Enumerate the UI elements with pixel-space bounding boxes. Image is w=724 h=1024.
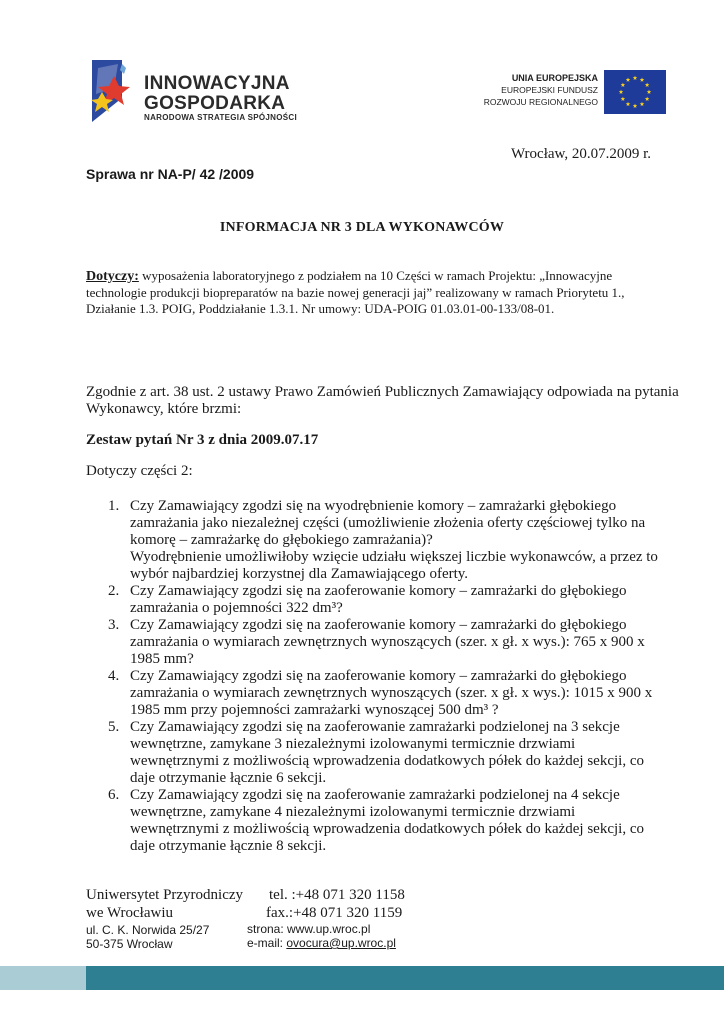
intro-paragraph: Zgodnie z art. 38 ust. 2 ustawy Prawo Zamówień Publicznych Zamawiający odpowiada na pytania Wykonawcy, które brzmi: [86, 384, 679, 417]
questions-list [108, 498, 668, 855]
eu-flag-icon [604, 70, 666, 114]
eu-line3: ROZWOJU REGIONALNEGO [483, 97, 598, 107]
footer-address-line1: ul. C. K. Norwida 25/27 [86, 923, 210, 937]
subject-text: wyposażenia laboratoryjnego z podziałem na 10 Części w ramach Projektu: „Innowacyjne technologie produkcji biopreparatów na bazie nowej generacji jaj” realizowany w ramach Priorytetu 1., Działanie 1.3. POIG, Poddziałanie 1.3.1. Nr umowy: UDA-POIG 01.03.01-00-133/08-01. [86, 268, 625, 316]
question-item [108, 719, 668, 787]
ig-title-line2: GOSPODARKA [144, 93, 286, 114]
question-text: Czy Zamawiający zgodzi się na wyodrębnienie komory – zamrażarki głębokiego zamrażania jako niezależnej części (umożliwienie złożenia oferty częściowej tylko na komorę – zamrażarkę do głębokiego zamrażania)? [130, 498, 646, 548]
subject-paragraph [86, 268, 646, 317]
footer-email-label: e-mail: [247, 936, 287, 950]
question-text: Czy Zamawiający zgodzi się na zaoferowanie zamrażarki podzielonej na 4 sekcje wewnętrzne, zamykane 4 niezależnymi izolowanymi termicznie drzwiami wewnętrznymi z możliwością wprowadzenia dodatkowych półek do każdej sekcji, co daje otrzymanie łącznie 8 sekcji. [130, 787, 644, 854]
ig-emblem-icon [88, 58, 140, 124]
footer-website: strona: www.up.wroc.pl [247, 922, 371, 936]
question-number: 5. [108, 719, 120, 735]
question-number: 4. [108, 668, 120, 684]
footer-color-bar [0, 966, 724, 990]
question-number: 6. [108, 787, 120, 803]
document-title: INFORMACJA NR 3 DLA WYKONAWCÓW [219, 220, 505, 235]
question-item [108, 787, 668, 855]
footer-university-line2: we Wrocławiu [86, 905, 174, 921]
date-line: Wrocław, 20.07.2009 r. [511, 146, 652, 162]
footer-color-bar-accent [0, 966, 86, 990]
question-item [108, 668, 668, 719]
question-note: Wyodrębnienie umożliwiłoby wzięcie udziału większej liczbie wykonawców, a przez to wybór najbardziej korzystnej dla Zamawiającego oferty. [130, 549, 658, 582]
eu-line1: UNIA EUROPEJSKA [511, 73, 598, 83]
question-number: 3. [108, 617, 120, 633]
question-item [108, 498, 668, 583]
footer-fax: fax.:+48 071 320 1159 [266, 905, 403, 921]
question-item [108, 617, 668, 668]
part-label: Dotyczy części 2: [86, 463, 193, 479]
question-number: 1. [108, 498, 120, 514]
question-item [108, 583, 668, 617]
question-text: Czy Zamawiający zgodzi się na zaoferowanie komory – zamrażarki do głębokiego zamrażania o pojemności 322 dm³? [130, 583, 627, 616]
question-text: Czy Zamawiający zgodzi się na zaoferowanie komory – zamrażarki do głębokiego zamrażania o wymiarach zewnętrznych wynoszących (szer. x gł. x wys.): 1015 x 900 x 1985 mm przy pojemności zamrażarki wynoszącej 500 dm³ ? [130, 668, 653, 718]
ig-title-line1: INNOWACYJNA [144, 73, 290, 94]
question-number: 2. [108, 583, 120, 599]
footer-university-line1: Uniwersytet Przyrodniczy [86, 887, 244, 903]
question-text: Czy Zamawiający zgodzi się na zaoferowanie zamrażarki podzielonej na 3 sekcje wewnętrzne, zamykane 3 niezależnymi izolowanymi termicznie drzwiami wewnętrznymi z możliwością wprowadzenia dodatkowych półek do każdej sekcji, co daje otrzymanie łącznie 6 sekcji. [130, 719, 644, 786]
footer-phone: tel. :+48 071 320 1158 [269, 887, 405, 903]
question-text: Czy Zamawiający zgodzi się na zaoferowanie komory – zamrażarki do głębokiego zamrażania o wymiarach zewnętrznych wynoszących (szer. x gł. x wys.): 765 x 900 x 1985 mm? [130, 617, 645, 667]
eu-line2: EUROPEJSKI FUNDUSZ [501, 85, 598, 95]
eu-logo-text [484, 72, 598, 108]
footer-email-link[interactable]: ovocura@up.wroc.pl [286, 936, 396, 950]
case-number: Sprawa nr NA-P/ 42 /2009 [86, 166, 255, 182]
footer-address-line2: 50-375 Wrocław [86, 937, 173, 951]
subject-label: Dotyczy: [86, 269, 139, 284]
ig-subtitle: NARODOWA STRATEGIA SPÓJNOŚCI [144, 113, 298, 122]
question-set-title: Zestaw pytań Nr 3 z dnia 2009.07.17 [86, 432, 319, 448]
innowacyjna-gospodarka-logo [88, 56, 308, 128]
footer-email [247, 936, 396, 950]
